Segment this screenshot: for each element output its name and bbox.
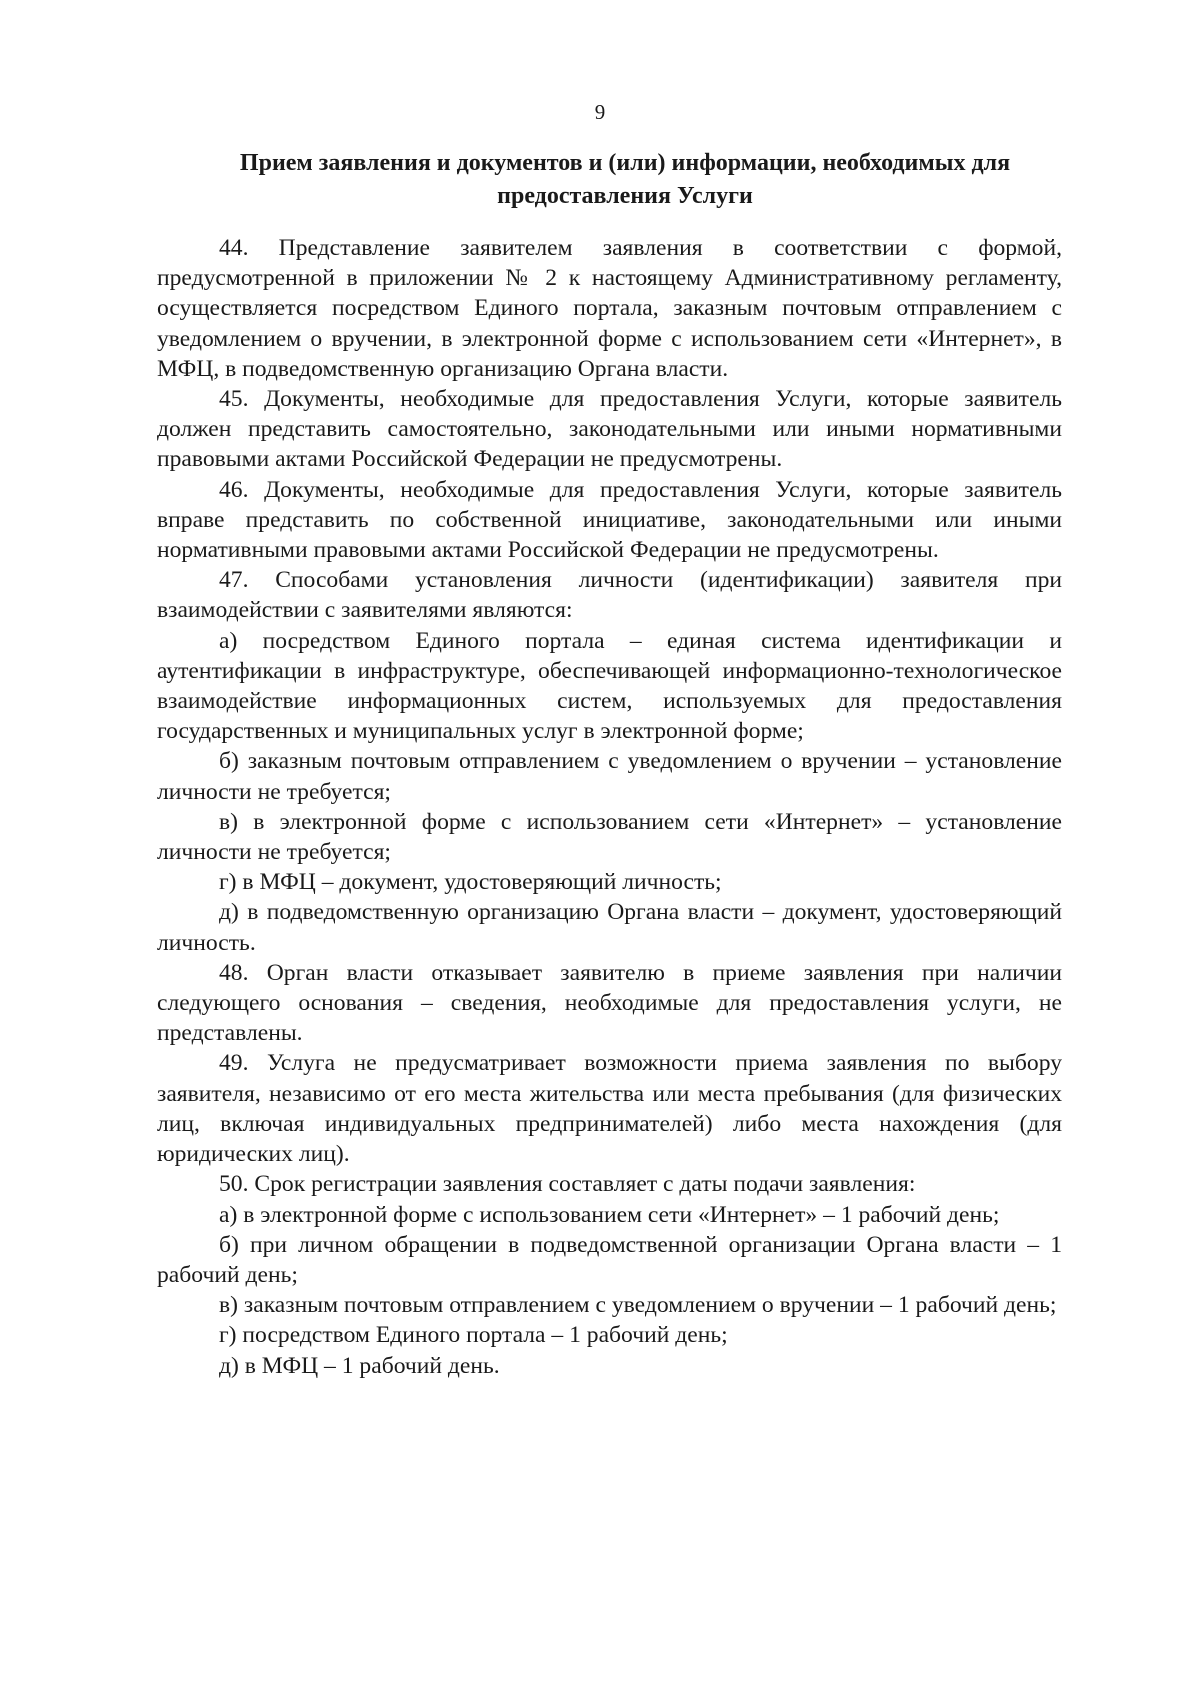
paragraph-50-g: г) посредством Единого портала – 1 рабочий день; (219, 1322, 728, 1349)
paragraph-44: 44. Представление заявителем заявления в соответствии с формой, предусмотренной в приложении № 2 к настоящему Административному регламенту, осуществляется посредством Единого портала, заказным почтовым отправлением с уведомлением о вручении, в электронной форме с использованием сети «Интернет», в МФЦ, в подведомственную организацию Органа власти. (157, 235, 1062, 382)
paragraph-47-a: а) посредством Единого портала – единая система идентификации и аутентификации в инфраструктуре, обеспечивающей информационно-технологическое взаимодействие информационных систем, используемых для предоставления государственных и муниципальных услуг в электронной форме; (157, 627, 1062, 745)
paragraph-46: 46. Документы, необходимые для предоставления Услуги, которые заявитель вправе представить по собственной инициативе, законодательными или иными нормативными правовыми актами Российской Федерации не предусмотрены. (157, 476, 1062, 564)
paragraph-50-d: д) в МФЦ – 1 рабочий день. (219, 1352, 500, 1379)
paragraph-50: 50. Срок регистрации заявления составляет с даты подачи заявления: (219, 1171, 916, 1198)
paragraph-50-b: б) при личном обращении в подведомственной организации Органа власти – 1 рабочий день; (157, 1231, 1062, 1288)
paragraph-47-g: г) в МФЦ – документ, удостоверяющий личность; (219, 869, 722, 896)
document-body (157, 233, 1062, 1381)
paragraph-47-b: б) заказным почтовым отправлением с уведомлением о вручении – установление личности не требуется; (157, 748, 1062, 805)
paragraph-49: 49. Услуга не предусматривает возможности приема заявления по выбору заявителя, независимо от его места жительства или места пребывания (для физических лиц, включая индивидуальных предпринимателей) либо места нахождения (для юридических лиц). (157, 1050, 1062, 1168)
paragraph-50-a: а) в электронной форме с использованием сети «Интернет» – 1 рабочий день; (219, 1201, 1000, 1228)
paragraph-45: 45. Документы, необходимые для предоставления Услуги, которые заявитель должен представить самостоятельно, законодательными или иными нормативными правовыми актами Российской Федерации не предусмотрены. (157, 386, 1062, 473)
section-heading: Прием заявления и документов и (или) информации, необходимых для предоставления Услуги (239, 150, 1011, 209)
paragraph-47-v: в) в электронной форме с использованием сети «Интернет» – установление личности не требуется; (157, 808, 1062, 866)
paragraph-47: 47. Способами установления личности (идентификации) заявителя при взаимодействии с заявителями являются: (157, 567, 1062, 624)
paragraph-48: 48. Орган власти отказывает заявителю в приеме заявления при наличии следующего основания – сведения, необходимые для предоставления услуги, не представлены. (157, 959, 1062, 1047)
paragraph-47-d: д) в подведомственную организацию Органа власти – документ, удостоверяющий личность. (157, 899, 1062, 956)
paragraph-50-v: в) заказным почтовым отправлением с уведомлением о вручении – 1 рабочий день; (219, 1292, 1057, 1319)
page-number: 9 (594, 100, 606, 124)
